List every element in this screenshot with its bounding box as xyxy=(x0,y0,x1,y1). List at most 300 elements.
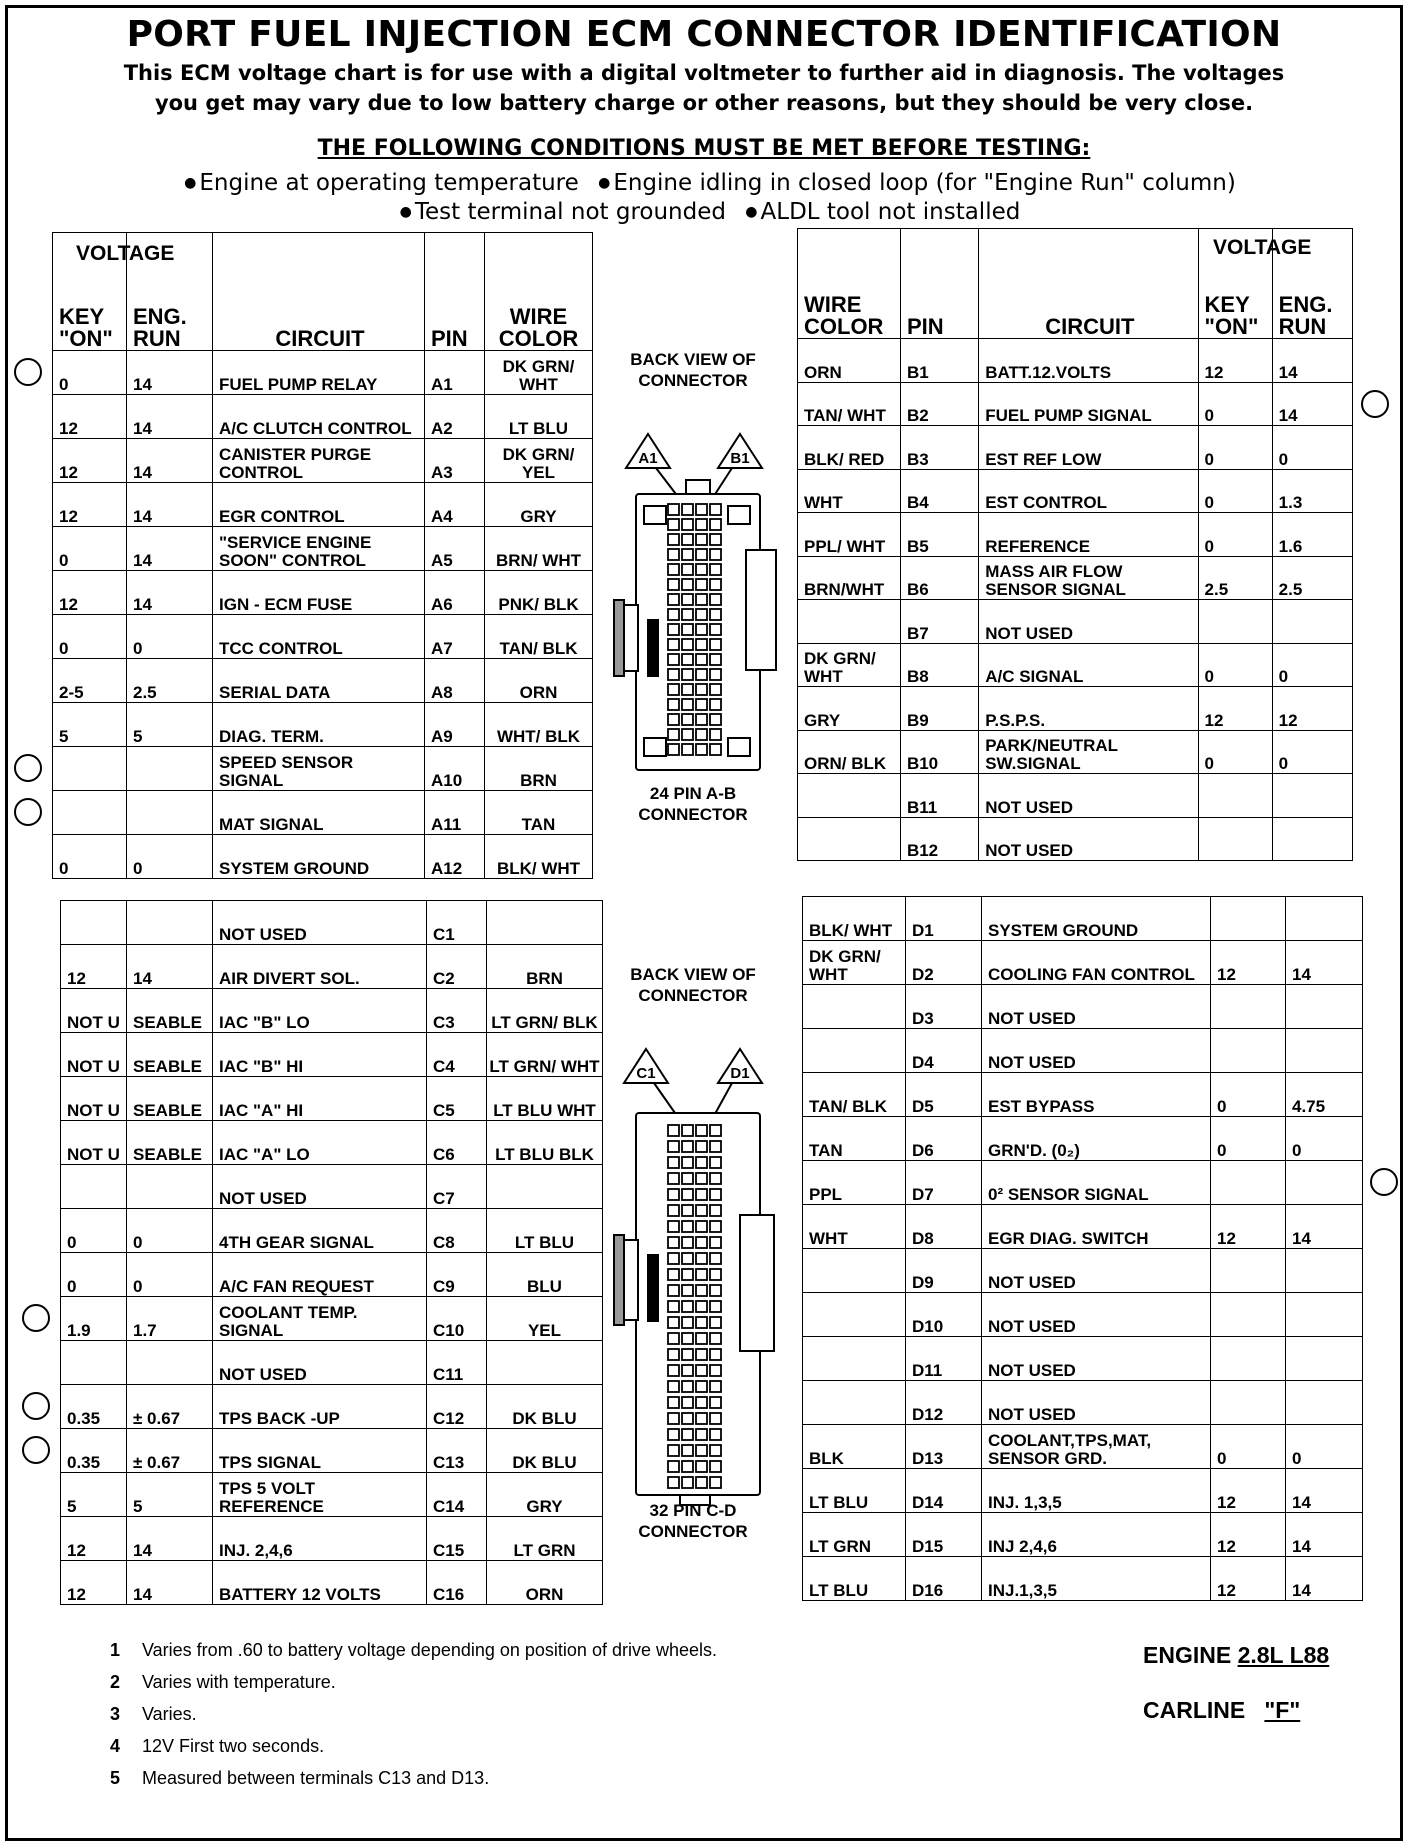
wire-color: WHT/ BLK xyxy=(485,703,593,747)
key-on-voltage: 12 xyxy=(61,1561,127,1605)
key-on-voltage: 12 xyxy=(53,439,127,483)
connector-pin xyxy=(682,1461,693,1472)
pin-id: A11 xyxy=(425,791,485,835)
connector-pin xyxy=(710,1301,721,1312)
circuit-name: REFERENCE xyxy=(979,513,1198,557)
wire-color: WHT xyxy=(803,1205,906,1249)
table-row xyxy=(803,985,1363,1029)
wire-color: BRN xyxy=(485,747,593,791)
circuit-name: IAC "B" HI xyxy=(213,1033,427,1077)
connector-pin xyxy=(696,1285,707,1296)
eng-run-voltage: 0 xyxy=(127,615,213,659)
connector-pin xyxy=(668,1381,679,1392)
connector-pin xyxy=(682,1365,693,1376)
table-row xyxy=(61,1121,603,1165)
header-key-on: KEY "ON" xyxy=(53,233,127,351)
pin-id: C6 xyxy=(427,1121,487,1165)
connector-pin xyxy=(710,1205,721,1216)
circuit-name: P.S.P.S. xyxy=(979,687,1198,731)
table-row xyxy=(53,615,593,659)
circuit-name: A/C FAN REQUEST xyxy=(213,1253,427,1297)
key-on-voltage: 12 xyxy=(61,945,127,989)
footnote-number: 2 xyxy=(110,1672,121,1692)
connector-pin xyxy=(668,1349,679,1360)
connector-pin xyxy=(696,1157,707,1168)
connector-pin xyxy=(696,624,707,635)
table-row xyxy=(798,600,1353,644)
wire-color: LT BLU xyxy=(485,395,593,439)
table-row xyxy=(803,1469,1363,1513)
wire-color: WHT xyxy=(798,469,901,513)
wire-color: DK GRN/ WHT xyxy=(803,941,906,985)
footnote-text: Measured between terminals C13 and D13. xyxy=(142,1768,490,1788)
connector-ab-diagram xyxy=(600,430,800,790)
pin-id: C1 xyxy=(427,901,487,945)
footnote-1 xyxy=(110,1640,717,1672)
connector-pin xyxy=(710,1253,721,1264)
connector-pin xyxy=(710,699,721,710)
connector-pin xyxy=(682,1189,693,1200)
footnote-text: 12V First two seconds. xyxy=(142,1736,325,1756)
engine-value: 2.8L L88 xyxy=(1237,1642,1330,1668)
key-on-voltage: 12 xyxy=(53,571,127,615)
circuit-name: NOT USED xyxy=(979,774,1198,818)
pin-id: C10 xyxy=(427,1297,487,1341)
eng-run-voltage: SEABLE xyxy=(127,1077,213,1121)
connector-pin xyxy=(682,639,693,650)
connector-pin xyxy=(682,1381,693,1392)
pin-id: C11 xyxy=(427,1341,487,1385)
connector-pin xyxy=(696,1317,707,1328)
key-on-voltage: 12 xyxy=(1211,1513,1286,1557)
table-row xyxy=(61,1473,603,1517)
footnote-2 xyxy=(110,1672,717,1704)
pin-id: D13 xyxy=(906,1425,982,1469)
pin-id: C15 xyxy=(427,1517,487,1561)
conditions-heading: THE FOLLOWING CONDITIONS MUST BE MET BEFORE TESTING: xyxy=(317,136,1091,161)
circuit-name: SYSTEM GROUND xyxy=(982,897,1211,941)
key-on-voltage: 5 xyxy=(53,703,127,747)
wire-color: PPL xyxy=(803,1161,906,1205)
wire-color xyxy=(803,1337,906,1381)
pin-id: B5 xyxy=(900,513,978,557)
circuit-name: DIAG. TERM. xyxy=(213,703,425,747)
eng-run-voltage: 14 xyxy=(1286,1513,1363,1557)
eng-run-voltage xyxy=(127,747,213,791)
key-on-voltage: 5 xyxy=(61,1473,127,1517)
table-row xyxy=(803,1293,1363,1337)
key-on-voltage xyxy=(1211,1293,1286,1337)
pin-id: A9 xyxy=(425,703,485,747)
key-on-voltage xyxy=(1211,1249,1286,1293)
eng-run-voltage: 0 xyxy=(1286,1425,1363,1469)
wire-color: BLU xyxy=(487,1253,603,1297)
pin-id: B9 xyxy=(900,687,978,731)
eng-run-voltage: 14 xyxy=(1286,941,1363,985)
connector-pin xyxy=(696,1477,707,1488)
key-on-voltage xyxy=(53,747,127,791)
connector-pin xyxy=(668,1413,679,1424)
connector-pin xyxy=(668,1301,679,1312)
connector-pin xyxy=(682,744,693,755)
pin-id: A3 xyxy=(425,439,485,483)
circuit-name: NOT USED xyxy=(979,600,1198,644)
connector-pin xyxy=(668,519,679,530)
connector-pin xyxy=(682,1141,693,1152)
pin-id: C4 xyxy=(427,1033,487,1077)
connector-pin xyxy=(682,1333,693,1344)
connector-pin xyxy=(682,594,693,605)
connector-pin xyxy=(696,729,707,740)
connector-pin xyxy=(696,1269,707,1280)
wire-color: ORN/ BLK xyxy=(798,730,901,774)
circuit-name: MAT SIGNAL xyxy=(213,791,425,835)
connector-pin xyxy=(668,1285,679,1296)
intro-line-2: you get may vary due to low battery charge or other reasons, but they should be very close. xyxy=(154,91,1254,115)
footnote-number: 4 xyxy=(110,1736,121,1756)
table-row xyxy=(798,817,1353,861)
wire-color: BLK xyxy=(803,1425,906,1469)
eng-run-voltage: SEABLE xyxy=(127,1121,213,1165)
connector-pin xyxy=(668,594,679,605)
connector-pin xyxy=(682,699,693,710)
table-row xyxy=(803,1513,1363,1557)
circuit-name: TPS SIGNAL xyxy=(213,1429,427,1473)
eng-run-voltage xyxy=(1272,600,1352,644)
wire-color xyxy=(487,901,603,945)
circuit-name: TCC CONTROL xyxy=(213,615,425,659)
connector-pin xyxy=(710,1365,721,1376)
table-row xyxy=(803,941,1363,985)
connector-pin xyxy=(696,1349,707,1360)
eng-run-voltage: 2.5 xyxy=(1272,556,1352,600)
key-on-voltage xyxy=(1198,817,1272,861)
note-marker xyxy=(22,1304,50,1332)
connector-pin xyxy=(710,1429,721,1440)
key-on-voltage: 1.9 xyxy=(61,1297,127,1341)
connector-pin xyxy=(696,1397,707,1408)
key-on-voltage: 0 xyxy=(1211,1117,1286,1161)
circuit-name: NOT USED xyxy=(982,985,1211,1029)
voltage-heading-a: VOLTAGE xyxy=(76,242,175,265)
key-on-voltage xyxy=(1211,1381,1286,1425)
circuit-name: SPEED SENSOR SIGNAL xyxy=(213,747,425,791)
wire-color: LT GRN xyxy=(487,1517,603,1561)
connector-pin xyxy=(696,594,707,605)
engine-label: ENGINE xyxy=(1143,1642,1232,1668)
connector-pin xyxy=(668,1141,679,1152)
connector-pin xyxy=(668,744,679,755)
eng-run-voltage: 14 xyxy=(127,1561,213,1605)
wire-color: LT BLU xyxy=(487,1209,603,1253)
connector-pin xyxy=(696,1141,707,1152)
eng-run-voltage xyxy=(1286,1161,1363,1205)
eng-run-voltage xyxy=(1286,1029,1363,1073)
wire-color: DK GRN/ YEL xyxy=(485,439,593,483)
engine-field xyxy=(1143,1642,1329,1669)
eng-run-voltage: SEABLE xyxy=(127,989,213,1033)
table-row xyxy=(53,439,593,483)
circuit-name: TPS BACK -UP xyxy=(213,1385,427,1429)
connector-pin xyxy=(668,1269,679,1280)
connector-pin xyxy=(682,1301,693,1312)
connector-pin xyxy=(682,1445,693,1456)
note-marker xyxy=(1370,1168,1398,1196)
connector-pin xyxy=(696,1253,707,1264)
connector-pin xyxy=(682,624,693,635)
circuit-name: NOT USED xyxy=(982,1337,1211,1381)
table-b xyxy=(797,228,1353,861)
key-on-voltage xyxy=(61,1165,127,1209)
pin-id: C2 xyxy=(427,945,487,989)
eng-run-voltage: 14 xyxy=(1272,382,1352,426)
table-row xyxy=(53,703,593,747)
connector-pin xyxy=(682,609,693,620)
header-wire-color: WIRE COLOR xyxy=(798,229,901,339)
connector-cd-body xyxy=(614,1113,774,1505)
eng-run-voltage: 0 xyxy=(127,1253,213,1297)
connector-pin xyxy=(668,1397,679,1408)
pin-id: C14 xyxy=(427,1473,487,1517)
table-row xyxy=(61,1165,603,1209)
eng-run-voltage: 0 xyxy=(1272,643,1352,687)
wire-color: DK BLU xyxy=(487,1429,603,1473)
pin-id: D16 xyxy=(906,1557,982,1601)
connector-pin xyxy=(710,1349,721,1360)
key-on-voltage: 0 xyxy=(53,835,127,879)
connector-ab-caption: 24 PIN A-B CONNECTOR xyxy=(638,784,748,824)
pin-id: A5 xyxy=(425,527,485,571)
circuit-name: IAC "B" LO xyxy=(213,989,427,1033)
conditions-line-2 xyxy=(0,199,1408,225)
table-row xyxy=(798,513,1353,557)
key-on-voltage: 0 xyxy=(61,1253,127,1297)
wire-color: BLK/ WHT xyxy=(485,835,593,879)
table-row xyxy=(53,483,593,527)
bullet-icon: ● xyxy=(184,175,197,191)
voltage-heading-b: VOLTAGE xyxy=(1213,236,1312,259)
connector-pin xyxy=(710,594,721,605)
eng-run-voltage: 14 xyxy=(1272,339,1352,383)
eng-run-voltage xyxy=(127,1165,213,1209)
connector-pin xyxy=(682,519,693,530)
wire-color: ORN xyxy=(798,339,901,383)
connector-pin xyxy=(668,684,679,695)
eng-run-voltage xyxy=(1272,817,1352,861)
circuit-name: EGR DIAG. SWITCH xyxy=(982,1205,1211,1249)
circuit-name: SYSTEM GROUND xyxy=(213,835,425,879)
pin-id: C5 xyxy=(427,1077,487,1121)
eng-run-voltage: 14 xyxy=(1286,1469,1363,1513)
pin-id: B3 xyxy=(900,426,978,470)
eng-run-voltage: 1.3 xyxy=(1272,469,1352,513)
carline-value: "F" xyxy=(1264,1697,1301,1723)
eng-run-voltage xyxy=(1286,1293,1363,1337)
footnotes xyxy=(110,1640,717,1800)
eng-run-voltage: 1.7 xyxy=(127,1297,213,1341)
key-on-voltage xyxy=(1211,1337,1286,1381)
pin-id: D14 xyxy=(906,1469,982,1513)
table-row xyxy=(798,730,1353,774)
circuit-name: NOT USED xyxy=(982,1381,1211,1425)
connector-pin xyxy=(682,1237,693,1248)
wire-color: LT GRN/ BLK xyxy=(487,989,603,1033)
key-on-voltage: NOT U xyxy=(61,1033,127,1077)
pin-marker-c1 xyxy=(624,1049,682,1123)
circuit-name: NOT USED xyxy=(213,1165,427,1209)
key-on-voltage xyxy=(1211,1161,1286,1205)
connector-cd-caption: 32 PIN C-D CONNECTOR xyxy=(638,1501,748,1541)
condition-item: Engine at operating temperature xyxy=(199,170,579,196)
table-row xyxy=(798,382,1353,426)
table-row xyxy=(61,1517,603,1561)
table-row xyxy=(798,687,1353,731)
connector-pin xyxy=(668,1429,679,1440)
pin-marker-d1-label: D1 xyxy=(730,1065,750,1082)
wire-color: GRY xyxy=(798,687,901,731)
circuit-name: NOT USED xyxy=(979,817,1198,861)
table-row xyxy=(53,571,593,615)
carline-label: CARLINE xyxy=(1143,1697,1246,1723)
connector-pin xyxy=(682,1173,693,1184)
connector-pin xyxy=(682,1253,693,1264)
connector-pin xyxy=(710,1461,721,1472)
connector-pin xyxy=(668,639,679,650)
table-row xyxy=(798,426,1353,470)
connector-pin xyxy=(668,1445,679,1456)
wire-color: TAN/ BLK xyxy=(803,1073,906,1117)
circuit-name: 0² SENSOR SIGNAL xyxy=(982,1161,1211,1205)
bullet-icon: ● xyxy=(598,175,611,191)
table-row xyxy=(803,1161,1363,1205)
key-on-voltage: 12 xyxy=(53,483,127,527)
key-on-voltage: 0 xyxy=(1198,426,1272,470)
connector-pin xyxy=(696,714,707,725)
wire-color xyxy=(798,817,901,861)
connector-pin xyxy=(696,1413,707,1424)
carline-field xyxy=(1143,1697,1300,1724)
pin-marker-a1 xyxy=(626,434,682,502)
key-on-voltage xyxy=(1198,600,1272,644)
eng-run-voltage: 14 xyxy=(127,571,213,615)
connector-pin xyxy=(668,579,679,590)
pin-id: D7 xyxy=(906,1161,982,1205)
key-on-voltage: 0 xyxy=(1198,730,1272,774)
key-on-voltage xyxy=(1198,774,1272,818)
key-on-voltage: 12 xyxy=(61,1517,127,1561)
key-on-voltage: 12 xyxy=(1211,941,1286,985)
table-row xyxy=(803,1205,1363,1249)
condition-item: Engine idling in closed loop (for "Engine Run" column) xyxy=(613,170,1236,196)
table-c xyxy=(60,900,603,1605)
table-row xyxy=(803,1249,1363,1293)
connector-pin xyxy=(682,1349,693,1360)
pin-marker-d1 xyxy=(710,1049,762,1123)
connector-pin xyxy=(710,744,721,755)
connector-pin xyxy=(668,654,679,665)
circuit-name: 4TH GEAR SIGNAL xyxy=(213,1209,427,1253)
wire-color: YEL xyxy=(487,1297,603,1341)
connector-pin xyxy=(668,1221,679,1232)
circuit-name: A/C CLUTCH CONTROL xyxy=(213,395,425,439)
eng-run-voltage: 12 xyxy=(1272,687,1352,731)
pin-id: B2 xyxy=(900,382,978,426)
pin-id: C12 xyxy=(427,1385,487,1429)
connector-pin xyxy=(710,1157,721,1168)
connector-pin xyxy=(710,1173,721,1184)
key-on-voltage: 0 xyxy=(1211,1073,1286,1117)
table-row xyxy=(53,747,593,791)
pin-id: C3 xyxy=(427,989,487,1033)
connector-pin xyxy=(682,714,693,725)
eng-run-voltage: 14 xyxy=(127,1517,213,1561)
wire-color xyxy=(803,1029,906,1073)
key-on-voltage: 12 xyxy=(1211,1469,1286,1513)
table-row xyxy=(803,1029,1363,1073)
pin-id: A2 xyxy=(425,395,485,439)
table-row xyxy=(53,395,593,439)
wire-color xyxy=(798,600,901,644)
table-row xyxy=(803,897,1363,941)
footnote-number: 1 xyxy=(110,1640,121,1660)
wire-color: BRN/ WHT xyxy=(485,527,593,571)
wire-color: LT BLU xyxy=(803,1557,906,1601)
table-row xyxy=(803,1381,1363,1425)
table-row xyxy=(53,351,593,395)
eng-run-voltage: 14 xyxy=(127,395,213,439)
table-d xyxy=(802,896,1363,1601)
connector-pin xyxy=(682,654,693,665)
pin-id: A8 xyxy=(425,659,485,703)
table-row xyxy=(798,556,1353,600)
connector-pin xyxy=(710,1381,721,1392)
table-row xyxy=(798,774,1353,818)
pin-id: A1 xyxy=(425,351,485,395)
connector-pin xyxy=(696,1461,707,1472)
wire-color: TAN xyxy=(803,1117,906,1161)
condition-item: Test terminal not grounded xyxy=(414,199,726,225)
connector-pin xyxy=(668,624,679,635)
table-row xyxy=(803,1073,1363,1117)
circuit-name: GRN'D. (0₂) xyxy=(982,1117,1211,1161)
eng-run-voltage: 14 xyxy=(127,439,213,483)
key-on-voltage: NOT U xyxy=(61,989,127,1033)
note-marker xyxy=(14,358,42,386)
table-row xyxy=(798,469,1353,513)
intro-line-1: This ECM voltage chart is for use with a digital voltmeter to further aid in diagnosis. The voltages xyxy=(123,61,1285,85)
pin-id: B8 xyxy=(900,643,978,687)
wire-color xyxy=(487,1165,603,1209)
header-eng-run: ENG. RUN xyxy=(1272,229,1352,339)
connector-pin xyxy=(710,564,721,575)
connector-pin xyxy=(710,1285,721,1296)
eng-run-voltage xyxy=(1286,897,1363,941)
circuit-name: NOT USED xyxy=(982,1029,1211,1073)
connector-pin xyxy=(710,519,721,530)
key-on-voltage: 0 xyxy=(53,351,127,395)
circuit-name: INJ. 1,3,5 xyxy=(982,1469,1211,1513)
connector-pin xyxy=(696,609,707,620)
eng-run-voltage xyxy=(1286,1249,1363,1293)
table-row xyxy=(61,1033,603,1077)
circuit-name: BATTERY 12 VOLTS xyxy=(213,1561,427,1605)
pin-id: B4 xyxy=(900,469,978,513)
pin-marker-c1-label: C1 xyxy=(636,1065,656,1082)
connector-pin xyxy=(668,1365,679,1376)
connector-pin xyxy=(696,1205,707,1216)
wire-color xyxy=(803,985,906,1029)
key-on-voltage: 0 xyxy=(1198,513,1272,557)
